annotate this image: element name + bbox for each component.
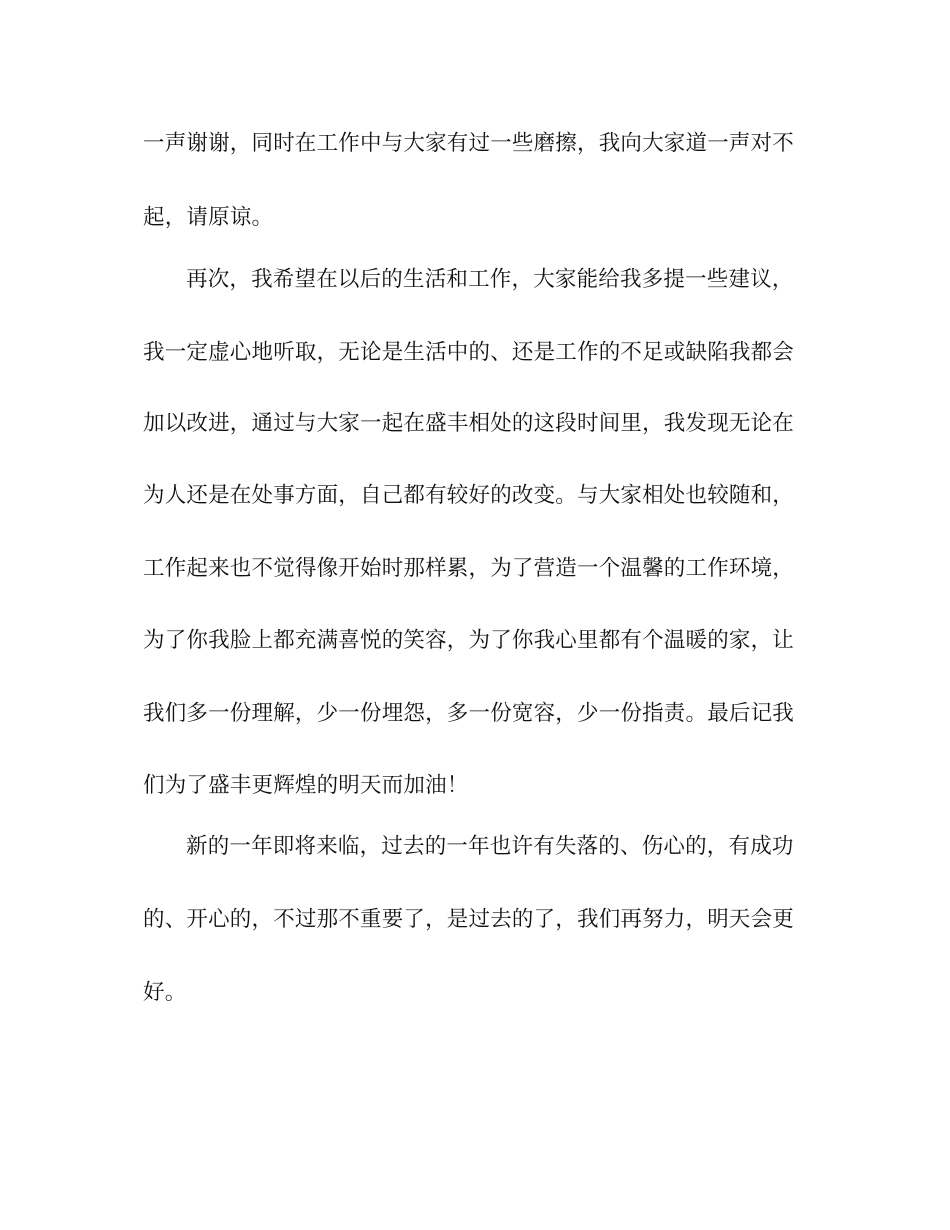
paragraph-line: 新的一年即将来临，过去的一年也许有失落的、伤心的，有成功: [186, 834, 794, 859]
paragraph-line: 我一定虚心地听取，无论是生活中的、还是工作的不足或缺陷我都会: [143, 340, 795, 365]
paragraph-line: 好。: [143, 980, 187, 1005]
paragraph-line: 我们多一份理解，少一份埋怨，多一份宽容，少一份指责。最后记我: [143, 701, 795, 726]
paragraph-line: 工作起来也不觉得像开始时那样累，为了营造一个温馨的工作环境，: [143, 556, 795, 581]
paragraph-line: 为人还是在处事方面，自己都有较好的改变。与大家相处也较随和，: [143, 483, 795, 508]
paragraph-line: 再次，我希望在以后的生活和工作，大家能给我多提一些建议，: [186, 267, 794, 292]
paragraph-line: 的、开心的，不过那不重要了，是过去的了，我们再努力，明天会更: [143, 907, 795, 932]
paragraph-line: 们为了盛丰更辉煌的明天而加油！: [143, 773, 469, 798]
paragraph-line: 起，请原谅。: [143, 205, 274, 230]
paragraph-line: 为了你我脸上都充满喜悦的笑容，为了你我心里都有个温暖的家，让: [143, 628, 795, 653]
paragraph-line: 一声谢谢，同时在工作中与大家有过一些磨擦，我向大家道一声对不: [143, 131, 795, 156]
paragraph-line: 加以改进，通过与大家一起在盛丰相处的这段时间里，我发现无论在: [143, 411, 795, 436]
